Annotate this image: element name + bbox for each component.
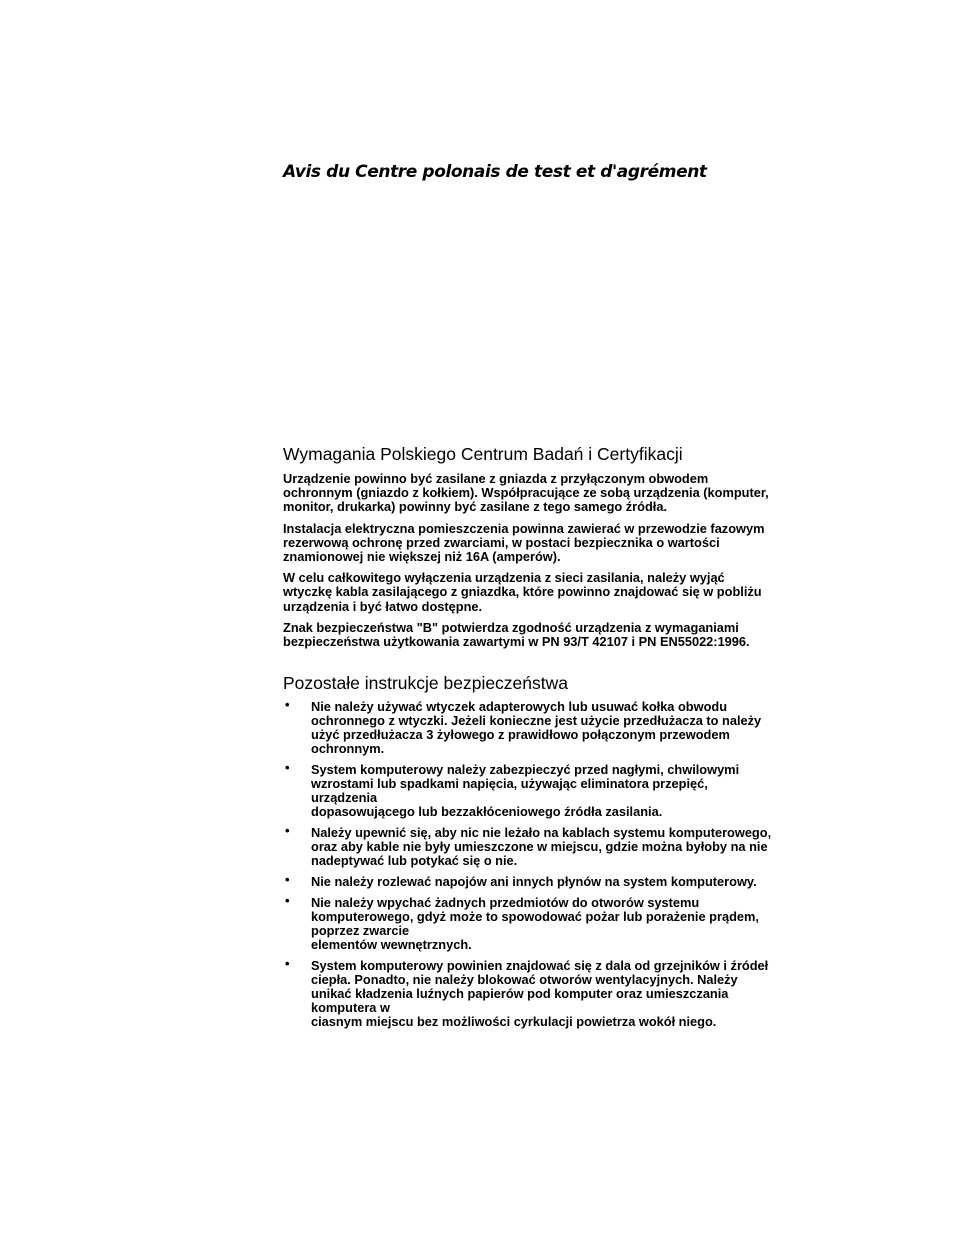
bullet-icon: •: [285, 872, 290, 888]
bullet-icon: •: [285, 893, 290, 909]
requirements-section: [283, 472, 818, 649]
list-item: [283, 872, 818, 890]
list-item-line: ochronnym.: [311, 741, 385, 757]
paragraph: [283, 522, 818, 565]
bullet-icon: •: [285, 956, 290, 972]
paragraph-line: znamionowej nie większej niż 16A (amperów).: [283, 549, 561, 565]
bullet-icon: •: [285, 760, 290, 776]
document-body: [283, 444, 818, 1036]
paragraph-line: urządzenia i być łatwo dostępne.: [283, 598, 483, 614]
paragraph-line: Instalacja elektryczna pomieszczenia powinna zawierać w przewodzie fazowym: [283, 520, 765, 536]
paragraph-line: wtyczkę kabla zasilającego z gniazdka, które powinno znajdować się w pobliżu: [283, 584, 762, 600]
safety-instructions-list: [283, 697, 818, 1030]
paragraph: [283, 472, 818, 515]
paragraph-line: rezerwową ochronę przed zwarciami, w postaci bezpiecznika o wartości: [283, 534, 720, 550]
list-item-line: użyć przedłużacza 3 żyłowego z prawidłowo połączonym przewodem: [311, 727, 730, 743]
paragraph-line: bezpieczeństwa użytkowania zawartymi w PN 93/T 42107 i PN EN55022:1996.: [283, 634, 750, 650]
bullet-icon: •: [285, 697, 290, 713]
list-item: [283, 697, 818, 757]
page-heading: Avis du Centre polonais de test et d'agrément: [283, 162, 707, 182]
list-item-line: urządzenia: [311, 790, 378, 806]
list-item-line: Nie należy rozlewać napojów ani innych płynów na system komputerowy.: [311, 874, 757, 890]
list-item-line: Nie należy wpychać żadnych przedmiotów do otworów systemu: [311, 895, 700, 911]
list-item-line: System komputerowy należy zabezpieczyć przed nagłymi, chwilowymi: [311, 762, 740, 778]
list-item-line: wzrostami lub spadkami napięcia, używając eliminatora przepięć,: [311, 776, 708, 792]
list-item-line: elementów wewnętrznych.: [311, 937, 472, 953]
list-item-line: dopasowującego lub bezzakłóceniowego źródła zasilania.: [311, 804, 663, 820]
paragraph-line: W celu całkowitego wyłączenia urządzenia z sieci zasilania, należy wyjąć: [283, 570, 725, 586]
list-item-line: Nie należy używać wtyczek adapterowych lub usuwać kołka obwodu: [311, 699, 728, 715]
list-item-line: poprzez zwarcie: [311, 923, 410, 939]
list-item-line: ciasnym miejscu bez możliwości cyrkulacji powietrza wokół niego.: [311, 1014, 717, 1030]
list-item-line: ochronnego z wtyczki. Jeżeli konieczne jest użycie przedłużacza to należy: [311, 713, 762, 729]
section-title-requirements: Wymagania Polskiego Centrum Badań i Certyfikacji: [283, 444, 683, 464]
list-item-line: Należy upewnić się, aby nic nie leżało na kablach systemu komputerowego,: [311, 825, 772, 841]
list-item-line: System komputerowy powinien znajdować się z dala od grzejników i źródeł: [311, 958, 769, 974]
section-title-safety: Pozostałe instrukcje bezpieczeństwa: [283, 673, 569, 694]
list-item: [283, 956, 818, 1030]
paragraph: [283, 621, 818, 649]
list-item-line: unikać kładzenia luźnych papierów pod komputer oraz umieszczania: [311, 986, 729, 1002]
list-item: [283, 760, 818, 820]
paragraph-line: ochronnym (gniazdo z kołkiem). Współpracujące ze sobą urządzenia (komputer,: [283, 485, 769, 501]
list-item-line: ciepła. Ponadto, nie należy blokować otworów wentylacyjnych. Należy: [311, 972, 738, 988]
bullet-icon: •: [285, 823, 290, 839]
paragraph-line: Urządzenie powinno być zasilane z gniazda z przyłączonym obwodem: [283, 471, 709, 486]
list-item-line: oraz aby kable nie były umieszczone w miejscu, gdzie można byłoby na nie: [311, 839, 768, 855]
list-item-line: nadeptywać lub potykać się o nie.: [311, 853, 518, 869]
paragraph: [283, 571, 818, 614]
list-item-line: komputera w: [311, 1000, 390, 1016]
list-item-line: komputerowego, gdyż może to spowodować pożar lub porażenie prądem,: [311, 909, 759, 925]
list-item: [283, 823, 818, 869]
paragraph-line: Znak bezpieczeństwa "B" potwierdza zgodność urządzenia z wymaganiami: [283, 619, 739, 635]
paragraph-line: monitor, drukarka) powinny być zasilane z tego samego źródła.: [283, 499, 667, 515]
list-item: [283, 893, 818, 953]
